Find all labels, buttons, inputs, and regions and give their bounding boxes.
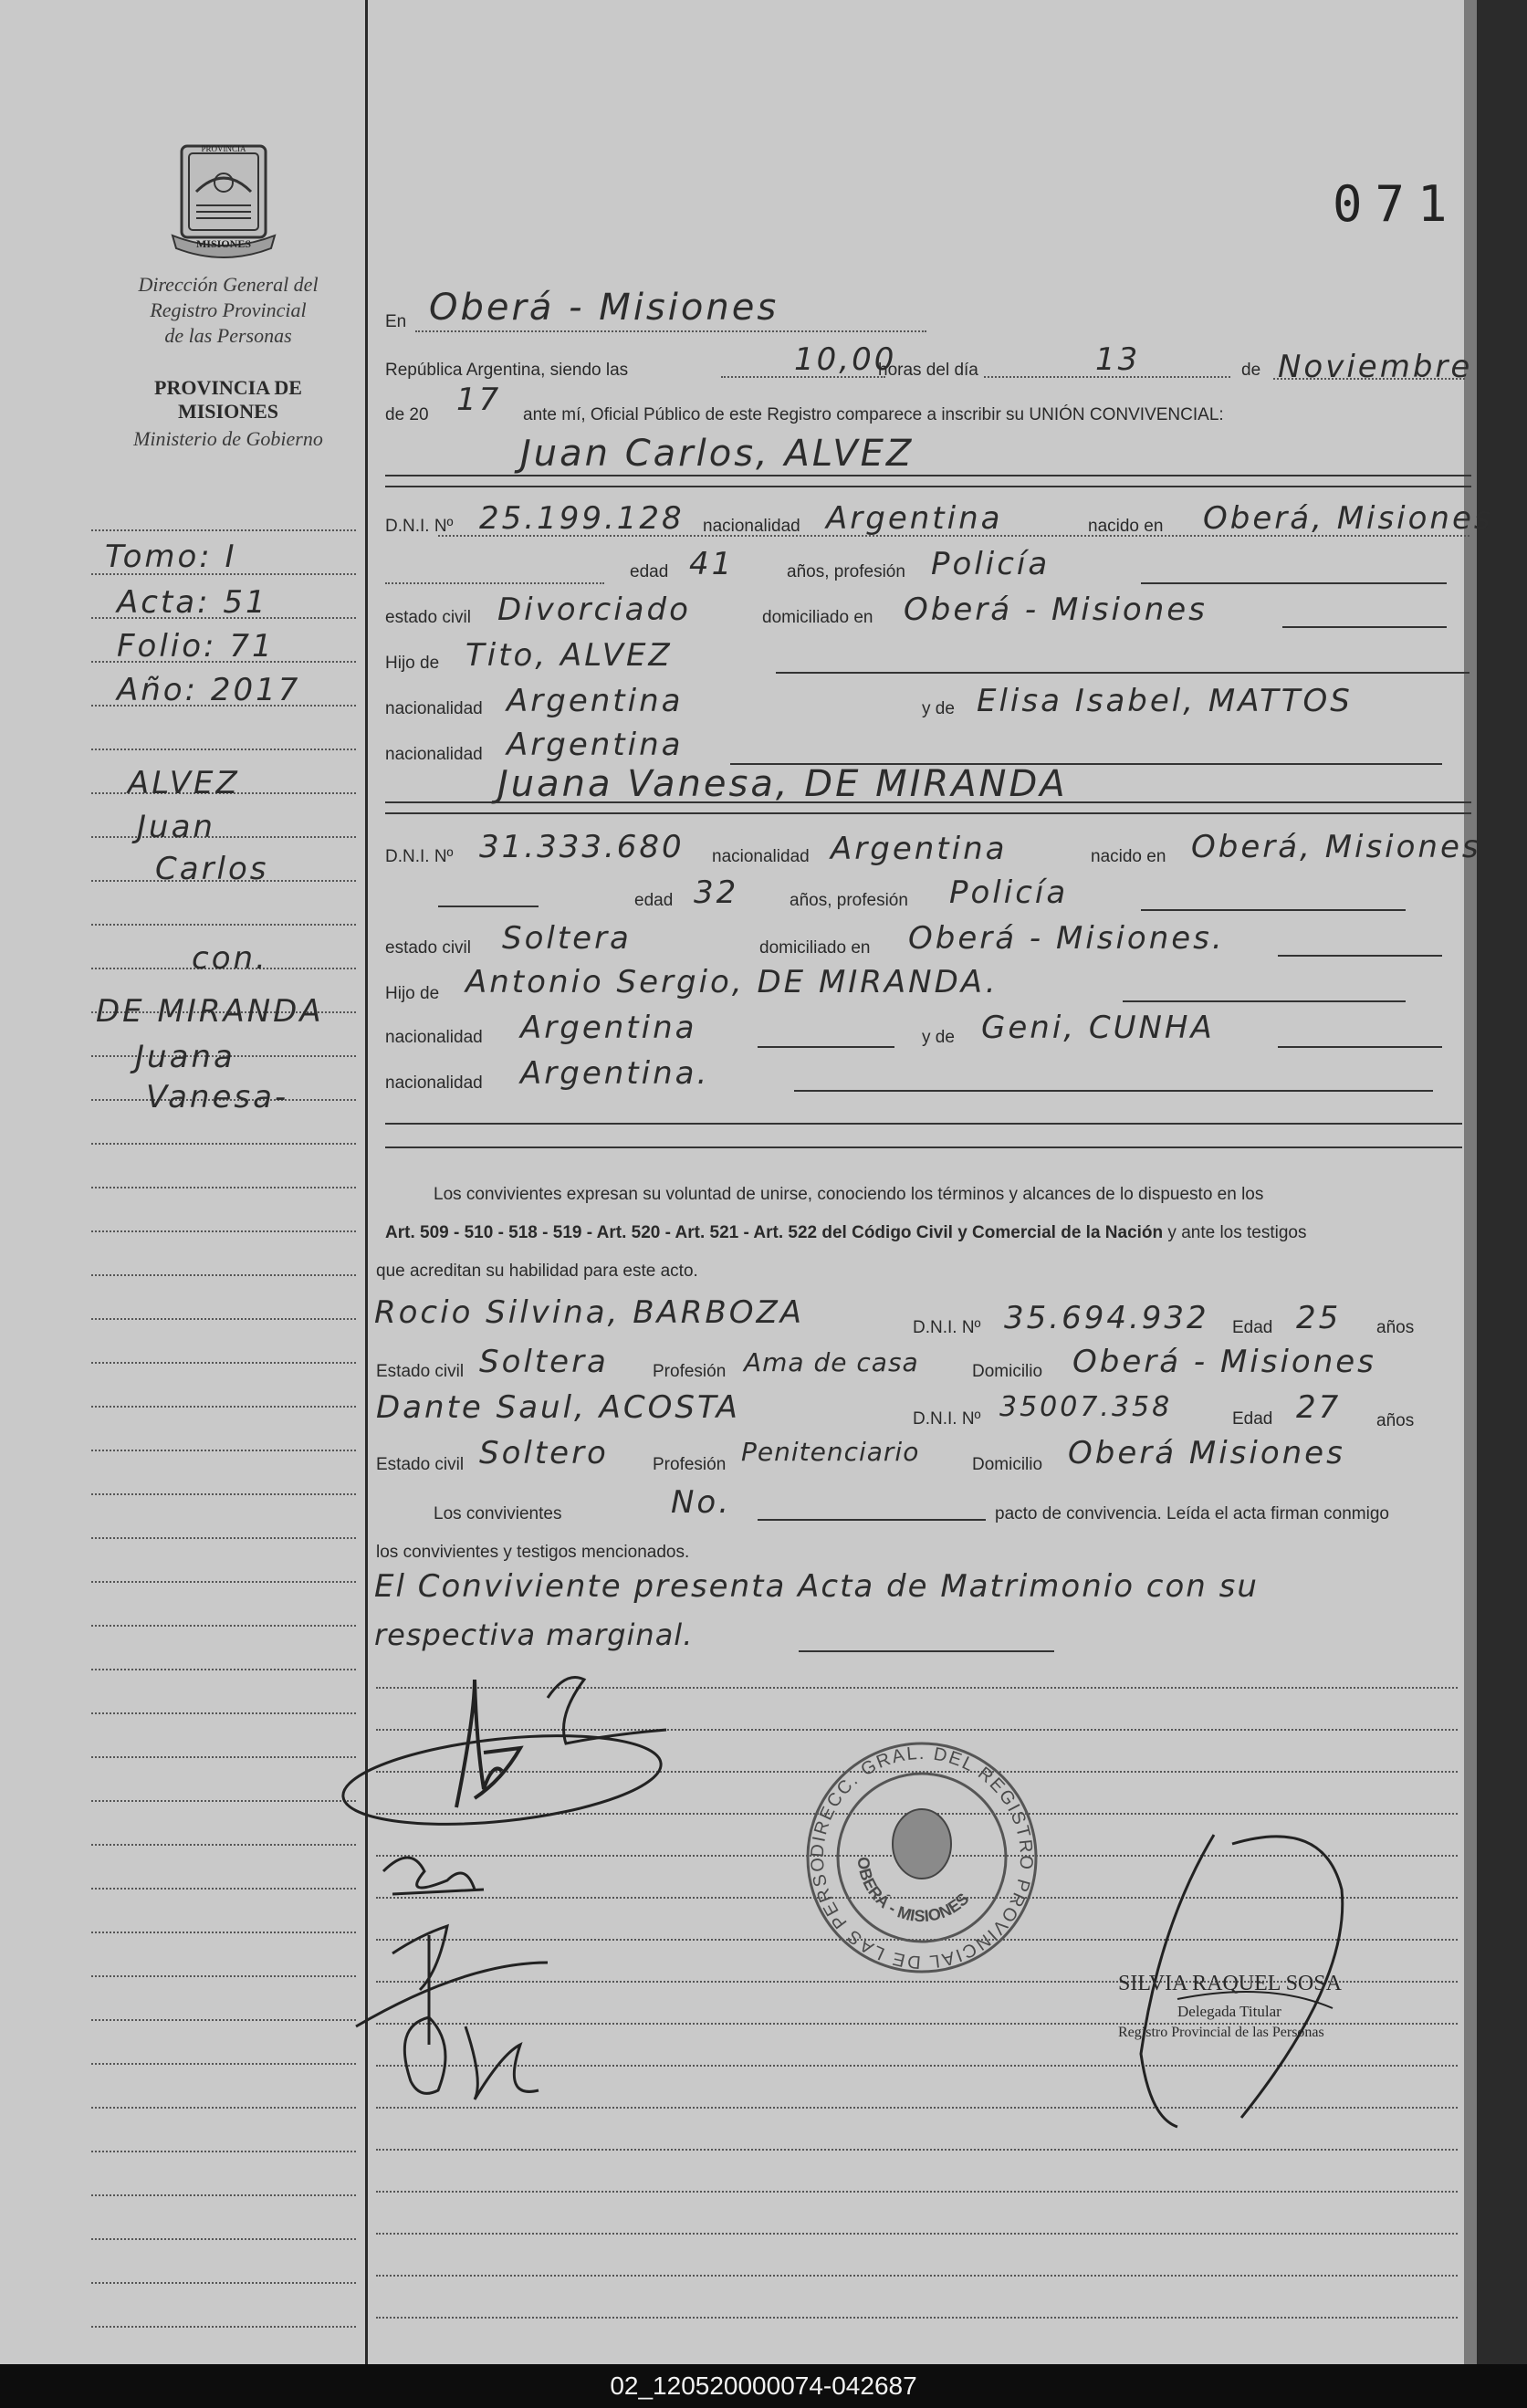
w1-profesion-label: Profesión xyxy=(653,1362,727,1381)
p2-madre-nac-label: nacionalidad xyxy=(385,1073,483,1093)
province-line-2: MISIONES xyxy=(177,400,279,423)
p2-padre-nac: Argentina xyxy=(520,1010,697,1046)
margin-ruled-line xyxy=(91,1362,356,1364)
p2-nac-label: nacionalidad xyxy=(712,847,810,866)
year-suffix: 17 xyxy=(456,382,502,418)
p2-edad-label: edad xyxy=(634,891,674,910)
de-label: de xyxy=(1241,361,1261,380)
p2-dni: 31.333.680 xyxy=(479,829,685,865)
margin-partner-firstname: Juana xyxy=(135,1039,235,1075)
stamp-inner-text: OBERÁ - MISIONES xyxy=(853,1856,973,1926)
statement-line-2-rest: y ante los testigos xyxy=(1163,1223,1307,1242)
p1-padre-nac: Argentina xyxy=(507,683,684,719)
p2-nacido: Oberá, Misiones xyxy=(1191,829,1481,865)
margin-ruled-line xyxy=(91,1932,356,1933)
signature-convivientes xyxy=(338,1661,739,2154)
note-line-1: El Conviviente presenta Acta de Matrimonio con su xyxy=(374,1568,1259,1605)
w1-profesion: Ama de casa xyxy=(744,1347,919,1377)
w2-edad-label: Edad xyxy=(1232,1409,1273,1429)
margin-partner-secondname: Vanesa- xyxy=(146,1079,289,1115)
margin-ruled-line xyxy=(91,1625,356,1627)
p1-edad-label: edad xyxy=(630,562,669,581)
body-ruled-line xyxy=(376,2233,1458,2235)
page-number: 071 xyxy=(1333,175,1460,233)
p2-estado: Soltera xyxy=(502,920,632,957)
margin-ruled-line xyxy=(91,1450,356,1451)
w1-dni-label: D.N.I. Nº xyxy=(913,1318,981,1337)
margin-ruled-line xyxy=(91,836,356,838)
p2-padre: Antonio Sergio, DE MIRANDA. xyxy=(465,964,999,1000)
margin-ruled-line xyxy=(91,1581,356,1583)
p1-padre-nac-label: nacionalidad xyxy=(385,699,483,718)
margin-anio: Año: 2017 xyxy=(117,672,301,708)
p2-profesion: Policía xyxy=(949,874,1069,911)
statement-line-2 xyxy=(385,1223,1471,1243)
w1-dni: 35.694.932 xyxy=(1004,1300,1209,1336)
ante-label: ante mí, Oficial Público de este Registro comparece a inscribir su UNIÓN CONVIVENCIAL: xyxy=(523,405,1224,424)
margin-ruled-line xyxy=(91,1318,356,1320)
institution-name xyxy=(100,272,356,349)
margin-ruled-line xyxy=(91,749,356,750)
margin-secondname: Carlos xyxy=(155,851,269,887)
margin-firstname: Juan xyxy=(137,809,215,845)
p2-madre: Geni, CUNHA xyxy=(981,1010,1215,1046)
p1-dni: 25.199.128 xyxy=(479,500,685,537)
p1-profesion: Policía xyxy=(931,546,1051,582)
p2-edad: 32 xyxy=(694,874,739,911)
margin-ruled-line xyxy=(91,1143,356,1145)
margin-ruled-line xyxy=(91,1187,356,1188)
p1-madre: Elisa Isabel, MATTOS xyxy=(977,683,1353,719)
p2-padre-nac-label: nacionalidad xyxy=(385,1028,483,1047)
signatory-name: SILVIA RAQUEL SOSA xyxy=(1118,1972,1342,1995)
margin-ruled-line xyxy=(91,1493,356,1495)
person1-name: Juan Carlos, ALVEZ xyxy=(520,433,915,475)
margin-ruled-line xyxy=(91,1756,356,1758)
margin-con: con. xyxy=(192,940,268,977)
body-ruled-line xyxy=(376,2317,1458,2319)
margin-ruled-line xyxy=(91,1844,356,1846)
margin-ruled-line xyxy=(91,2194,356,2196)
p1-estado: Divorciado xyxy=(497,592,691,628)
pact-label-before: Los convivientes xyxy=(434,1504,562,1523)
margin-ruled-line xyxy=(91,1406,356,1408)
p1-nac: Argentina xyxy=(826,500,1003,537)
margin-acta: Acta: 51 xyxy=(117,584,268,621)
w1-domicilio-label: Domicilio xyxy=(972,1362,1043,1381)
w1-edad: 25 xyxy=(1296,1300,1342,1336)
institution-line-1: Dirección General del xyxy=(138,273,319,296)
margin-ruled-line xyxy=(91,2063,356,2065)
w2-profesion: Penitenciario xyxy=(741,1437,920,1467)
place-value: Oberá - Misiones xyxy=(429,287,779,329)
en-label: En xyxy=(385,312,407,331)
signatory-title: Delegada Titular xyxy=(1177,2003,1281,2020)
ministry-name: Ministerio de Gobierno xyxy=(133,427,323,450)
p2-hijo-label: Hijo de xyxy=(385,984,440,1003)
margin-folio: Folio: 71 xyxy=(117,628,275,665)
margin-ruled-line xyxy=(91,1800,356,1802)
p2-domicilio: Oberá - Misiones. xyxy=(908,920,1225,957)
p2-domicilio-label: domiciliado en xyxy=(759,938,871,958)
p2-profesion-label: años, profesión xyxy=(790,891,908,910)
w1-edad-label: Edad xyxy=(1232,1318,1273,1337)
pact-value: No. xyxy=(671,1484,732,1521)
horas-label: horas del día xyxy=(878,361,978,380)
body-ruled-line xyxy=(376,2191,1458,2193)
margin-ruled-line xyxy=(91,1274,356,1276)
institution-line-2: Registro Provincial xyxy=(150,298,307,321)
p1-hijo-label: Hijo de xyxy=(385,654,440,673)
p2-madre-nac: Argentina. xyxy=(520,1055,710,1092)
w2-dni-label: D.N.I. Nº xyxy=(913,1409,981,1429)
province-name xyxy=(100,376,356,424)
p1-dni-label: D.N.I. Nº xyxy=(385,517,454,536)
margin-ruled-line xyxy=(91,2107,356,2109)
scan-border xyxy=(1477,0,1527,2364)
day-value: 13 xyxy=(1095,341,1141,378)
stamp-ring-text: DIRECC. GRAL. DEL REGISTRO PROVINCIAL DE LAS PERSO xyxy=(807,1743,1037,1973)
province-line-1: PROVINCIA DE xyxy=(154,376,302,399)
statement-line-3: que acreditan su habilidad para este acto. xyxy=(376,1262,698,1281)
institution-line-3: de las Personas xyxy=(164,324,292,347)
p1-edad: 41 xyxy=(689,546,735,582)
p2-dni-label: D.N.I. Nº xyxy=(385,847,454,866)
year-prefix: de 20 xyxy=(385,405,429,424)
hour-value: 10,00 xyxy=(794,341,897,378)
w1-estado-label: Estado civil xyxy=(376,1362,465,1381)
registry-stamp xyxy=(803,1739,1041,1976)
p2-nac: Argentina xyxy=(831,831,1008,867)
w2-edad: 27 xyxy=(1296,1389,1342,1426)
note-line-2: respectiva marginal. xyxy=(374,1618,694,1652)
w1-domicilio: Oberá - Misiones xyxy=(1072,1344,1376,1380)
margin-ruled-line xyxy=(91,1669,356,1670)
p1-nacido: Oberá, Misiones xyxy=(1203,500,1493,537)
w2-anios-label: años xyxy=(1376,1411,1415,1430)
republica-label: República Argentina, siendo las xyxy=(385,361,629,380)
margin-ruled-line xyxy=(91,2282,356,2284)
margin-tomo: Tomo: I xyxy=(105,539,237,575)
p1-estado-label: estado civil xyxy=(385,608,471,627)
p1-profesion-label: años, profesión xyxy=(787,562,905,581)
w1-anios-label: años xyxy=(1376,1318,1415,1337)
w2-profesion-label: Profesión xyxy=(653,1455,727,1474)
w2-name: Dante Saul, ACOSTA xyxy=(376,1389,740,1426)
margin-ruled-line xyxy=(91,1712,356,1714)
w2-estado-label: Estado civil xyxy=(376,1455,465,1474)
p2-estado-label: estado civil xyxy=(385,938,471,958)
w2-domicilio-label: Domicilio xyxy=(972,1455,1043,1474)
pact-label-after: pacto de convivencia. Leída el acta firman conmigo xyxy=(995,1504,1389,1523)
p1-domicilio-label: domiciliado en xyxy=(762,608,873,627)
margin-ruled-line xyxy=(91,1888,356,1890)
statement-articles: Art. 509 - 510 - 518 - 519 - Art. 520 - Art. 521 - Art. 522 del Código Civil y Comercial de la Nación xyxy=(385,1223,1164,1242)
p1-domicilio: Oberá - Misiones xyxy=(904,592,1208,628)
statement-line-1: Los convivientes expresan su voluntad de unirse, conociendo los términos y alcances de lo dispuesto en los xyxy=(434,1185,1264,1204)
document-code: 02_120520000074-042687 xyxy=(0,2364,1527,2408)
p1-nacido-label: nacido en xyxy=(1088,517,1164,536)
pact-line-2: los convivientes y testigos mencionados. xyxy=(376,1543,690,1562)
margin-ruled-line xyxy=(91,1975,356,1977)
logo-top-text: PROVINCIA xyxy=(201,144,246,153)
margin-ruled-line xyxy=(91,2326,356,2328)
w2-dni: 35007.358 xyxy=(999,1391,1173,1423)
p1-madre-nac-label: nacionalidad xyxy=(385,745,483,764)
logo-banner-text: MISIONES xyxy=(195,237,252,250)
w1-name: Rocio Silvina, BARBOZA xyxy=(374,1294,805,1331)
w2-estado: Soltero xyxy=(479,1435,609,1471)
margin-ruled-line xyxy=(91,2238,356,2240)
person2-name: Juana Vanesa, DE MIRANDA xyxy=(497,763,1068,805)
signatory-office: Registro Provincial de las Personas xyxy=(1118,2025,1324,2040)
w1-estado: Soltera xyxy=(479,1344,609,1380)
w2-domicilio: Oberá Misiones xyxy=(1068,1435,1345,1471)
margin-ruled-line xyxy=(91,1537,356,1539)
margin-ruled-line xyxy=(91,529,356,531)
month-value: Noviembre xyxy=(1278,349,1473,385)
p2-y-de-label: y de xyxy=(922,1028,955,1047)
p1-nac-label: nacionalidad xyxy=(703,517,800,536)
body-ruled-line xyxy=(376,2275,1458,2277)
margin-partner-surname: DE MIRANDA xyxy=(96,993,324,1030)
p1-padre: Tito, ALVEZ xyxy=(465,637,673,674)
margin-ruled-line xyxy=(91,1230,356,1232)
p2-nacido-label: nacido en xyxy=(1091,847,1166,866)
margin-ruled-line xyxy=(91,2019,356,2021)
p1-madre-nac: Argentina xyxy=(507,727,684,763)
margin-surname: ALVEZ xyxy=(128,765,240,801)
p1-y-de-label: y de xyxy=(922,699,955,718)
margin-ruled-line xyxy=(91,2151,356,2152)
margin-ruled-line xyxy=(91,924,356,926)
